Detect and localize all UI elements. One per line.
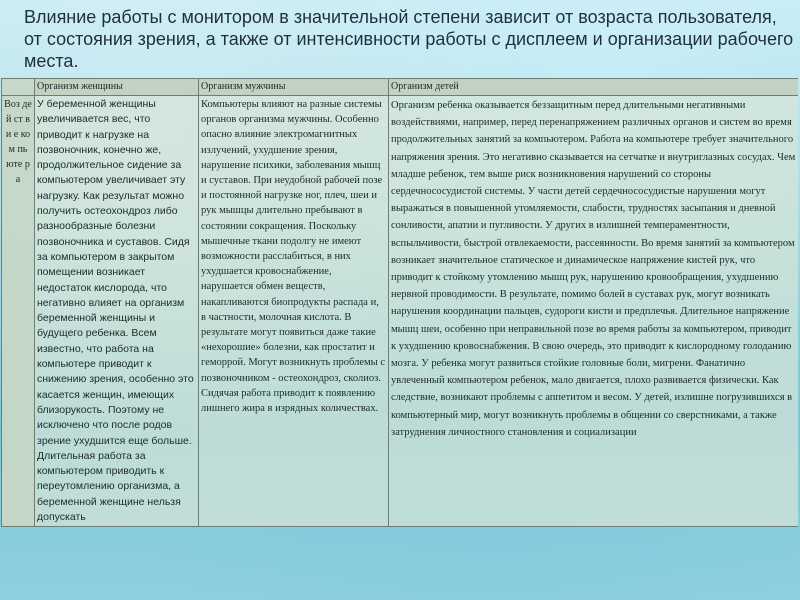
slide-title: Влияние работы с монитором в значительной степени зависит от возраста пользователя, от состояния зрения, а также от интенсивности работы с дисплеем и организации рабочего места. — [24, 7, 794, 71]
header-women: Организм женщины — [35, 79, 199, 96]
header-men: Организм мужчины — [199, 79, 389, 96]
cell-men: Компьютеры влияют на разные системы органов организма мужчины. Особенно опасно влияние электромагнитных излучений, ухудшение зрения, нарушение психики, заболевания мышц и суставов. При неудобной рабочей позе и постоянной нагрузке ног, плеч, шеи и рук мышцы длительно пребывают в состоянии сокращения. Поскольку мышечные ткани подолгу не имеют возможности расслабиться, в них ухудшается кровоснабжение, нарушается обмен веществ, накапливаются биопродукты распада и, в частности, молочная кислота. В результате могут появиться даже такие «нехорошие» болезни, как простатит и геморрой. Могут возникнуть проблемы с позвоночником - остеохондроз, сколиоз. Сидячая работа приводит к появлению лишнего жира в изрядных количествах. — [199, 96, 389, 527]
comparison-table-container — [1, 78, 798, 600]
cell-children: Организм ребенка оказывается беззащитным перед длительными негативными воздействиями, например, перед перенапряжением различных органов и систем во время продолжительных занятий за компьютером. Работа на компьютере требует значительного напряжения зрения. Это негативно сказывается на сетчатке и внутриглазных сосудах. Чем младше ребенок, тем выше риск возникновения нарушений со стороны сердечнососудистой системы. У части детей сердечнососудистые нарушения могут выражаться в повышенной утомляемости, слабости, трудностях засыпания и дневной сонливости, апатии и пугливости. У других в излишней темпераментности, вспыльчивости, быстрой отвлекаемости, рассеянности. Во время занятий за компьютером возникает значительное статическое и динамическое напряжение кистей рук, что приводит к стойкому утомлению мышц рук, нарушению кровообращения, ухудшению нервной проводимости. В результате, помимо болей в суставах рук, могут возникать нарушения координации пальцев, судороги кисти и предплечья. Длительное напряжение мышц шеи, особенно при неправильной позе во время работы за компьютером, приводит к ухудшению кровоснабжения. В свою очередь, это приводит к кислородному голоданию мозга. У ребенка могут развиться стойкие головные боли, мигрени. Фанатично увлеченный компьютером ребенок, мало двигается, плохо развивается физически. Как следствие, возникают проблемы с аппетитом и весом. У детей, излишне погрузившихся в компьютерный мир, могут возникнуть проблемы в общении со сверстниками, а также затруднения личностного становления и социализации — [389, 96, 799, 527]
table-row — [2, 96, 799, 527]
header-children: Организм детей — [389, 79, 799, 96]
cell-women: У беременной женщины увеличивается вес, что приводит к нагрузке на позвоночник, конечно же, продолжительное сидение за компьютером увеличивает эту нагрузку. Как результат можно получить остеохондроз либо разнообразные болезни позвоночника и суставов. Сидя за компьютером в закрытом помещении возникает недостаток кислорода, что негативно влияет на организм беременной женщины и будущего ребенка. Всем известно, что работа на компьютере приводит к снижению зрения, особенно это касается женщин, имеющих близорукость. Поэтому не исключено что после родов зрение ухудшится еще больше. Длительная работа за компьютером приводить к переутомлению организма, а беременной женщине нельзя допускать — [35, 96, 199, 527]
comparison-table — [1, 78, 798, 527]
table-header-row — [2, 79, 799, 96]
row-label-computer-impact: Воз дей ст ви е ком пь юте ра — [2, 96, 35, 527]
header-corner-cell — [2, 79, 35, 96]
